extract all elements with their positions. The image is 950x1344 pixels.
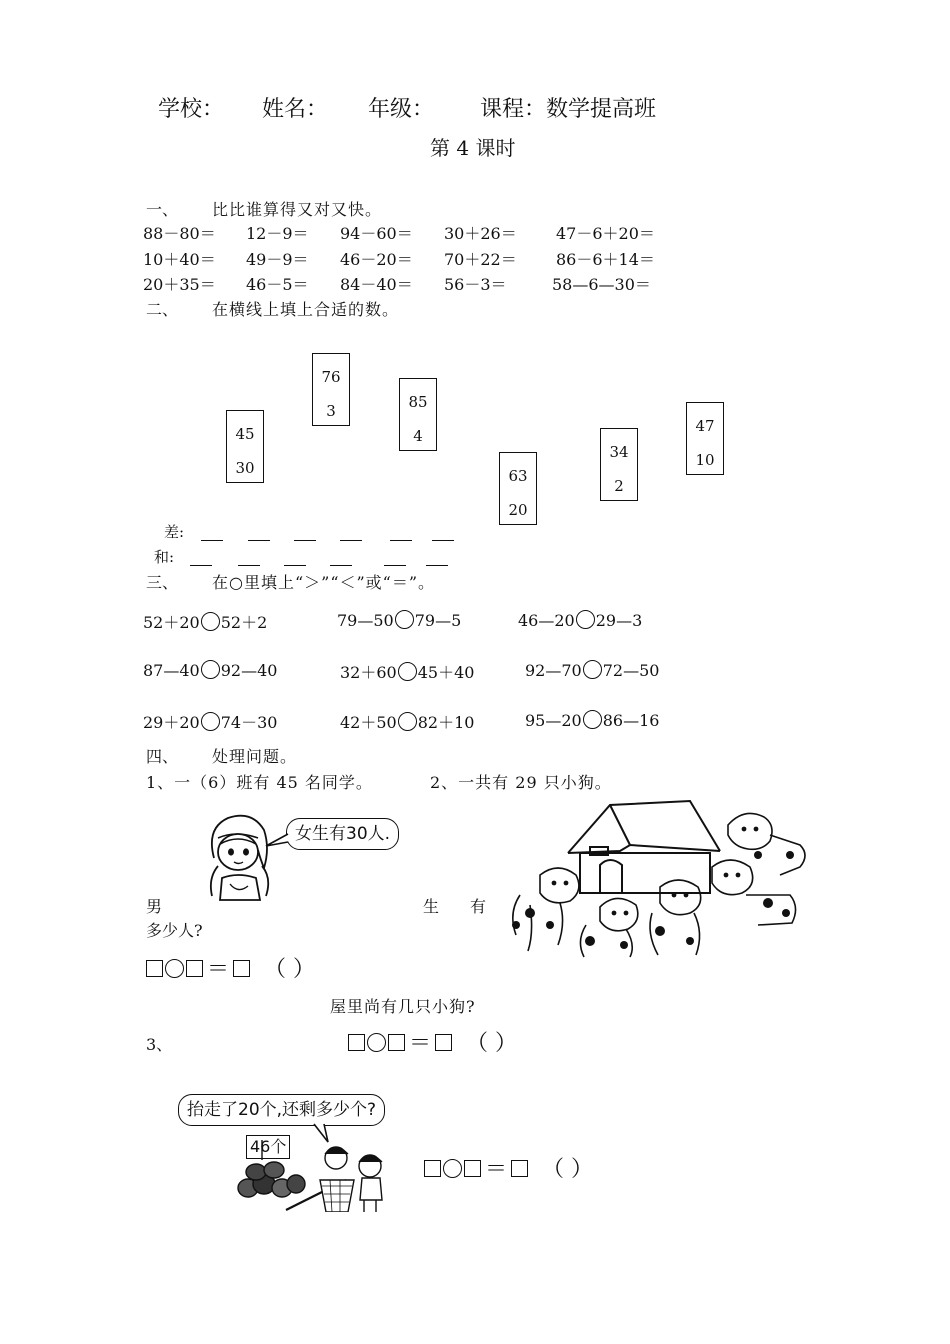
compare-circle[interactable] — [398, 662, 417, 681]
q3-sign: 46个 — [246, 1135, 290, 1159]
sum-blank[interactable] — [330, 565, 352, 566]
number-box — [686, 402, 724, 475]
answer-square[interactable] — [511, 1160, 528, 1177]
section1-number: 一、 — [146, 200, 179, 219]
compare-item — [525, 660, 659, 680]
compare-right: 92—40 — [220, 661, 278, 680]
answer-square[interactable] — [348, 1034, 365, 1051]
problem: 70＋22＝ — [444, 250, 517, 269]
compare-item — [143, 610, 267, 633]
box-bottom-number: 20 — [508, 501, 528, 519]
compare-item — [340, 710, 474, 733]
girl-speech-text: 女生有30人. — [295, 824, 391, 844]
sum-blank[interactable] — [384, 565, 406, 566]
section4-number: 四、 — [146, 747, 179, 766]
answer-square[interactable] — [464, 1160, 481, 1177]
sum-blank[interactable] — [284, 565, 306, 566]
answer-square[interactable] — [146, 960, 163, 977]
problem: 46－20＝ — [340, 250, 413, 269]
q1-text-a: 男 — [146, 897, 163, 916]
box-bottom-number: 3 — [326, 402, 336, 420]
compare-right: 29—3 — [595, 611, 643, 630]
compare-circle[interactable] — [583, 660, 602, 679]
number-box — [499, 452, 537, 525]
operator-circle[interactable] — [165, 959, 184, 978]
equals-sign: ＝ — [485, 1157, 508, 1182]
compare-circle[interactable] — [583, 710, 602, 729]
q1-text-b: 生 — [423, 897, 440, 916]
unit-parentheses[interactable]: （ ） — [466, 1031, 518, 1056]
school-label: 学校： — [158, 97, 225, 122]
sum-blank[interactable] — [426, 565, 448, 566]
section3-number: 三、 — [146, 573, 179, 592]
lesson-title: 第 4 课时 — [430, 136, 516, 160]
equation-row-q3 — [424, 1152, 593, 1183]
q1-question: 多少人? — [146, 921, 203, 940]
compare-item — [525, 710, 659, 730]
box-top-number: 34 — [609, 443, 629, 461]
section2-number: 二、 — [146, 300, 179, 319]
answer-square[interactable] — [186, 960, 203, 977]
box-bottom-number: 4 — [413, 427, 423, 445]
question2-intro: 2、一共有 29 只小狗。 — [430, 773, 612, 792]
q3-number: 3、 — [146, 1035, 173, 1054]
problem: 86－6＋14＝ — [556, 250, 655, 269]
equation-row-q2 — [348, 1026, 517, 1057]
compare-circle[interactable] — [395, 610, 414, 629]
box-bottom-number: 30 — [235, 459, 255, 477]
answer-square[interactable] — [424, 1160, 441, 1177]
equals-sign: ＝ — [409, 1031, 432, 1056]
section1-title: 比比谁算得又对又快。 — [212, 200, 383, 219]
compare-left: 32＋60 — [340, 663, 397, 682]
problem: 30＋26＝ — [444, 224, 517, 243]
difference-label: 差: — [164, 523, 185, 541]
compare-item — [340, 660, 474, 683]
sum-label: 和: — [154, 548, 175, 566]
compare-left: 29＋20 — [143, 713, 200, 732]
compare-right: 86—16 — [602, 711, 660, 730]
difference-blank[interactable] — [248, 540, 270, 541]
section3-title: 在○里填上“＞”“＜”或“＝”。 — [212, 573, 436, 592]
box-top-number: 63 — [508, 467, 528, 485]
operator-circle[interactable] — [443, 1159, 462, 1178]
q3-speech-bubble — [178, 1094, 385, 1126]
compare-right: 74－30 — [220, 713, 278, 732]
compare-circle[interactable] — [201, 612, 220, 631]
compare-left: 92—70 — [525, 661, 582, 680]
difference-blank[interactable] — [201, 540, 223, 541]
sum-blank[interactable] — [190, 565, 212, 566]
compare-circle[interactable] — [576, 610, 595, 629]
number-box — [600, 428, 638, 501]
problem: 88－80＝ — [143, 224, 216, 243]
operator-circle[interactable] — [367, 1033, 386, 1052]
difference-blank[interactable] — [294, 540, 316, 541]
compare-left: 79—50 — [337, 611, 394, 630]
grade-label: 年级： — [368, 97, 435, 122]
problem: 46－5＝ — [246, 275, 309, 294]
compare-item — [518, 610, 642, 630]
unit-parentheses[interactable]: （ ） — [542, 1157, 594, 1182]
number-box — [312, 353, 350, 426]
question1-intro: 1、一（6）班有 45 名同学。 — [146, 773, 373, 792]
problem: 94－60＝ — [340, 224, 413, 243]
box-top-number: 85 — [408, 393, 428, 411]
girl-illustration — [200, 808, 280, 903]
house-dogs-illustration — [500, 795, 810, 960]
difference-blank[interactable] — [340, 540, 362, 541]
equals-sign: ＝ — [207, 957, 230, 982]
compare-left: 87—40 — [143, 661, 200, 680]
problem: 56－3＝ — [444, 275, 507, 294]
speech-tail-icon — [264, 832, 290, 850]
problem: 84－40＝ — [340, 275, 413, 294]
name-label: 姓名： — [262, 97, 329, 122]
compare-right: 82＋10 — [417, 713, 475, 732]
girl-speech-bubble — [286, 818, 399, 850]
q2-question: 屋里尚有几只小狗? — [330, 997, 476, 1016]
problem: 10＋40＝ — [143, 250, 216, 269]
compare-circle[interactable] — [398, 712, 417, 731]
q3-speech-text: 抬走了20个,还剩多少个? — [187, 1100, 377, 1120]
difference-blank[interactable] — [390, 540, 412, 541]
sum-blank[interactable] — [238, 565, 260, 566]
compare-left: 42＋50 — [340, 713, 397, 732]
answer-square[interactable] — [435, 1034, 452, 1051]
number-box — [226, 410, 264, 483]
compare-item — [143, 710, 277, 733]
box-top-number: 45 — [235, 425, 255, 443]
compare-right: 72—50 — [602, 661, 660, 680]
compare-circle[interactable] — [201, 712, 220, 731]
answer-square[interactable] — [388, 1034, 405, 1051]
compare-circle[interactable] — [201, 660, 220, 679]
difference-blank[interactable] — [432, 540, 454, 541]
compare-right: 45＋40 — [417, 663, 475, 682]
box-top-number: 47 — [695, 417, 715, 435]
box-top-number: 76 — [321, 368, 341, 386]
q1-text-c: 有 — [470, 897, 487, 916]
number-box — [399, 378, 437, 451]
unit-parentheses[interactable]: （ ） — [264, 957, 316, 982]
problem: 12－9＝ — [246, 224, 309, 243]
course-label: 课程：数学提高班 — [480, 97, 657, 122]
section2-title: 在横线上填上合适的数。 — [212, 300, 400, 319]
problem: 47－6＋20＝ — [556, 224, 655, 243]
box-bottom-number: 2 — [614, 477, 624, 495]
problem: 49－9＝ — [246, 250, 309, 269]
compare-right: 52＋2 — [220, 613, 268, 632]
problem: 58—6—30＝ — [552, 275, 651, 294]
equation-row-q1 — [146, 952, 315, 983]
compare-left: 95—20 — [525, 711, 582, 730]
children-carrying-basket-illustration — [236, 1140, 396, 1212]
compare-left: 52＋20 — [143, 613, 200, 632]
compare-right: 79—5 — [414, 611, 462, 630]
compare-left: 46—20 — [518, 611, 575, 630]
compare-item — [143, 660, 277, 680]
answer-square[interactable] — [233, 960, 250, 977]
section4-title: 处理问题。 — [212, 747, 298, 766]
compare-item — [337, 610, 461, 630]
problem: 20＋35＝ — [143, 275, 216, 294]
box-bottom-number: 10 — [695, 451, 715, 469]
